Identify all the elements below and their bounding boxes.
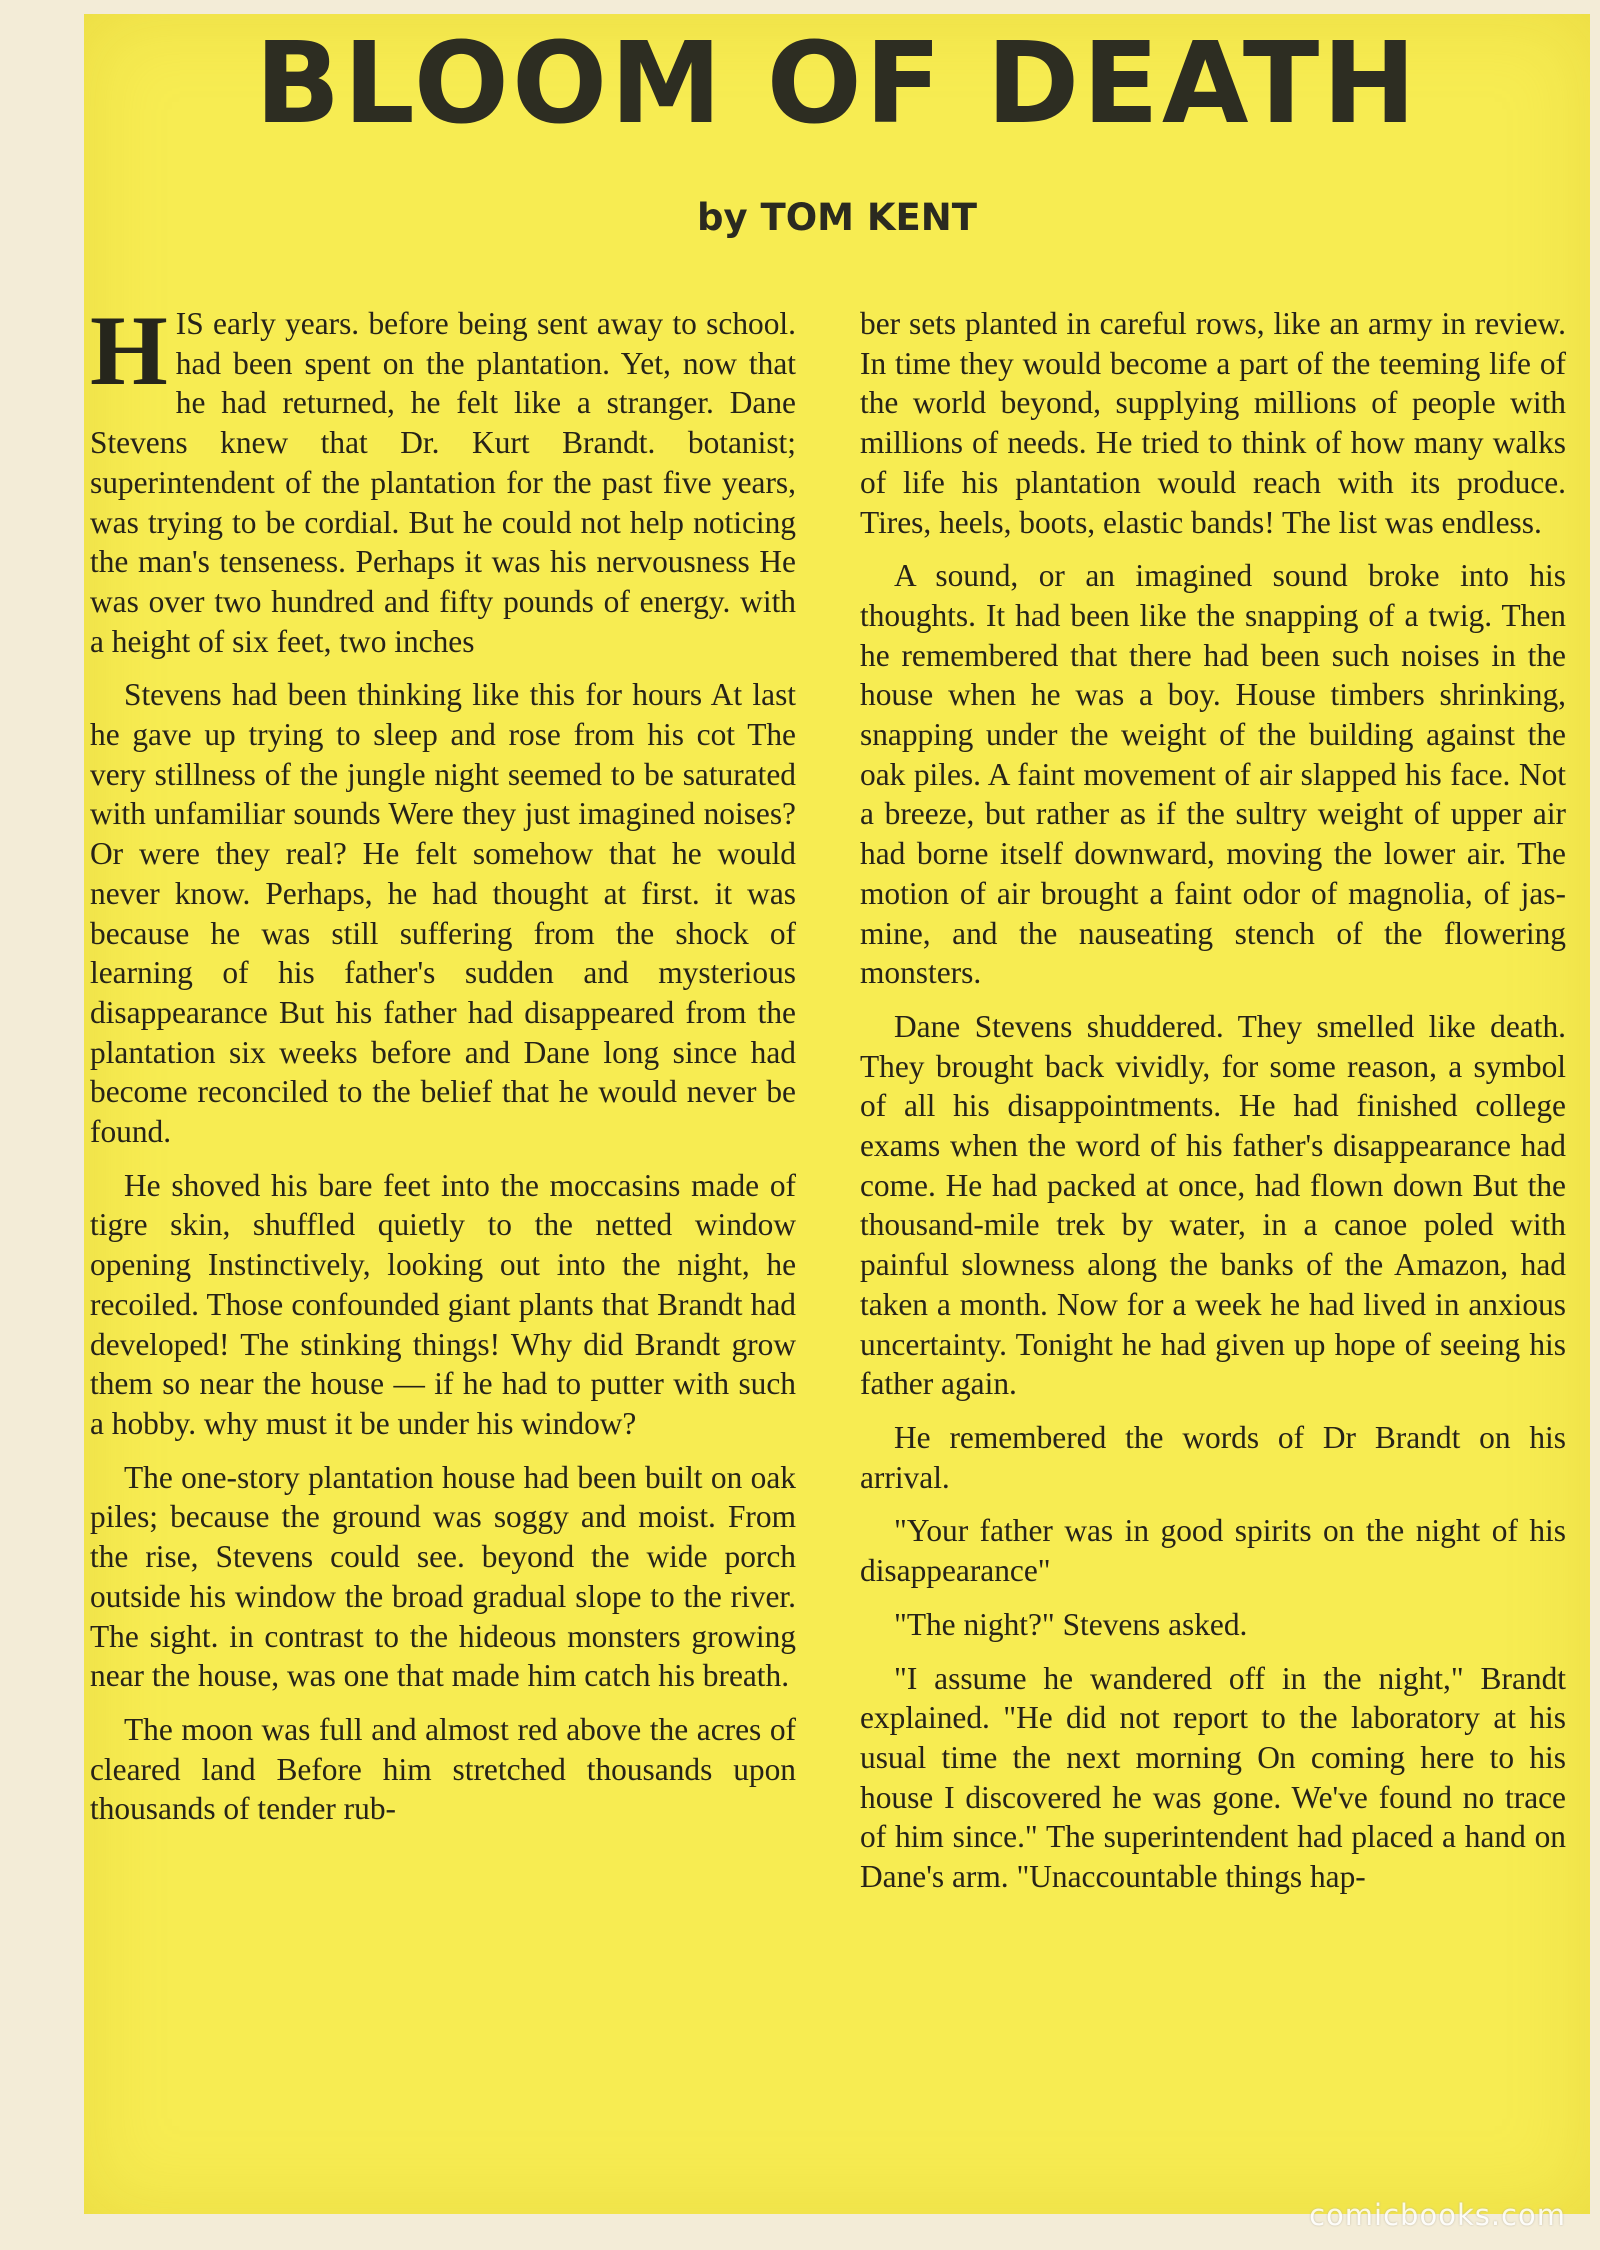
watermark: comicbooks.com — [1309, 2198, 1566, 2232]
right-column — [860, 304, 1566, 1911]
story-page — [84, 14, 1590, 2214]
paragraph: ber sets planted in careful rows, like an army in review. In time they would become a part of the teeming life of the world beyond, supplying millions of people with millions of needs. He tried to think of how many walks of life his plantation would reach with its produce. Tires, heels, boots, elastic bands! The list was endless. — [860, 306, 1566, 540]
paragraph: "I assume he wandered off in the night," Brandt explained. "He did not report to the laboratory at his usual time the next morning On coming here to his house I discovered he was gone. We've found no trace of him since." The superintendent had placed a hand on Dane's arm. "Unaccountable things hap- — [860, 1660, 1566, 1895]
paragraph: "The night?" Stevens asked. — [894, 1606, 1248, 1642]
paragraph: Stevens had been thinking like this for hours At last he gave up trying to sleep and rose from his cot The very stillness of the jungle night seemed to be saturated with unfamiliar sounds Were they just imagined noises? Or were they real? He felt somehow that he would never know. Perhaps, he had thought at first. it was because he was still suffering from the shock of learning of his father's sudden and mysterious disappearance But his father had disappeared from the plantation six weeks before and Dane long since had become reconciled to the belief that he would never be found. — [90, 677, 796, 1150]
paragraph: He shoved his bare feet into the moccasins made of tigre skin, shuffled quietly to the netted window opening Instinctively, looking out into the night, he recoiled. Those confounded giant plants that Brandt had developed! The stinking things! Why did Brandt grow them so near the house — if he had to putter with such a hobby. why must it be under his window? — [90, 1167, 796, 1441]
paragraph: A sound, or an imagined sound broke into his thoughts. It had been like the snapping of a twig. Then he remembered that there had been such noises in the house when he was a boy. House timbers shrinking, snapping under the weight of the building against the oak piles. A faint movement of air slapped his face. Not a breeze, but rather as if the sultry weight of upper air had borne itself downward, moving the lower air. The motion of air brought a faint odor of magnolia, of jasmine, and the nauseating stench of the flowering monsters. — [860, 558, 1566, 991]
paragraph: The moon was full and almost red above the acres of cleared land Before him stretched thousands upon thousands of tender rub- — [90, 1711, 796, 1827]
paragraph — [90, 295, 796, 661]
paragraph: The one-story plantation house had been built on oak piles; because the ground was soggy and moist. From the rise, Stevens could see. beyond the wide porch outside his window the broad gradual slope to the river. The sight. in contrast to the hideous monsters growing near the house, was one that made him catch his breath. — [90, 1459, 796, 1694]
story-byline: by TOM KENT — [696, 196, 978, 239]
left-column — [90, 295, 796, 1843]
drop-cap: H — [90, 295, 168, 406]
story-title: BLOOM OF DEATH — [255, 19, 1419, 149]
paragraph: Dane Stevens shuddered. They smelled like death. They brought back vividly, for some reason, a symbol of all his disappointments. He had finished college exams when the word of his father's disappearance had come. He had packed at once, had flown down But the thousand-mile trek by water, in a canoe poled with painful slowness along the banks of the Amazon, had taken a month. Now for a week he had lived in anxious uncertainty. Tonight he had given up hope of seeing his father again. — [860, 1008, 1566, 1402]
paragraph: "Your father was in good spirits on the night of his disappearance" — [860, 1513, 1566, 1589]
paragraph: He remembered the words of Dr Brandt on his arrival. — [860, 1419, 1566, 1495]
paragraph-text: IS early years. before being sent away to school. had been spent on the plantation. Yet, now that he had returned, he felt like a stranger. Dane Stevens knew that Dr. Kurt Brandt. botanist; superintendent of the plantation for the past five years, was trying to be cordial. But he could not help noticing the man's tenseness. Perhaps it was his nervousness He was over two hundred and fifty pounds of energy. with a height of six feet, two inches — [90, 306, 796, 659]
